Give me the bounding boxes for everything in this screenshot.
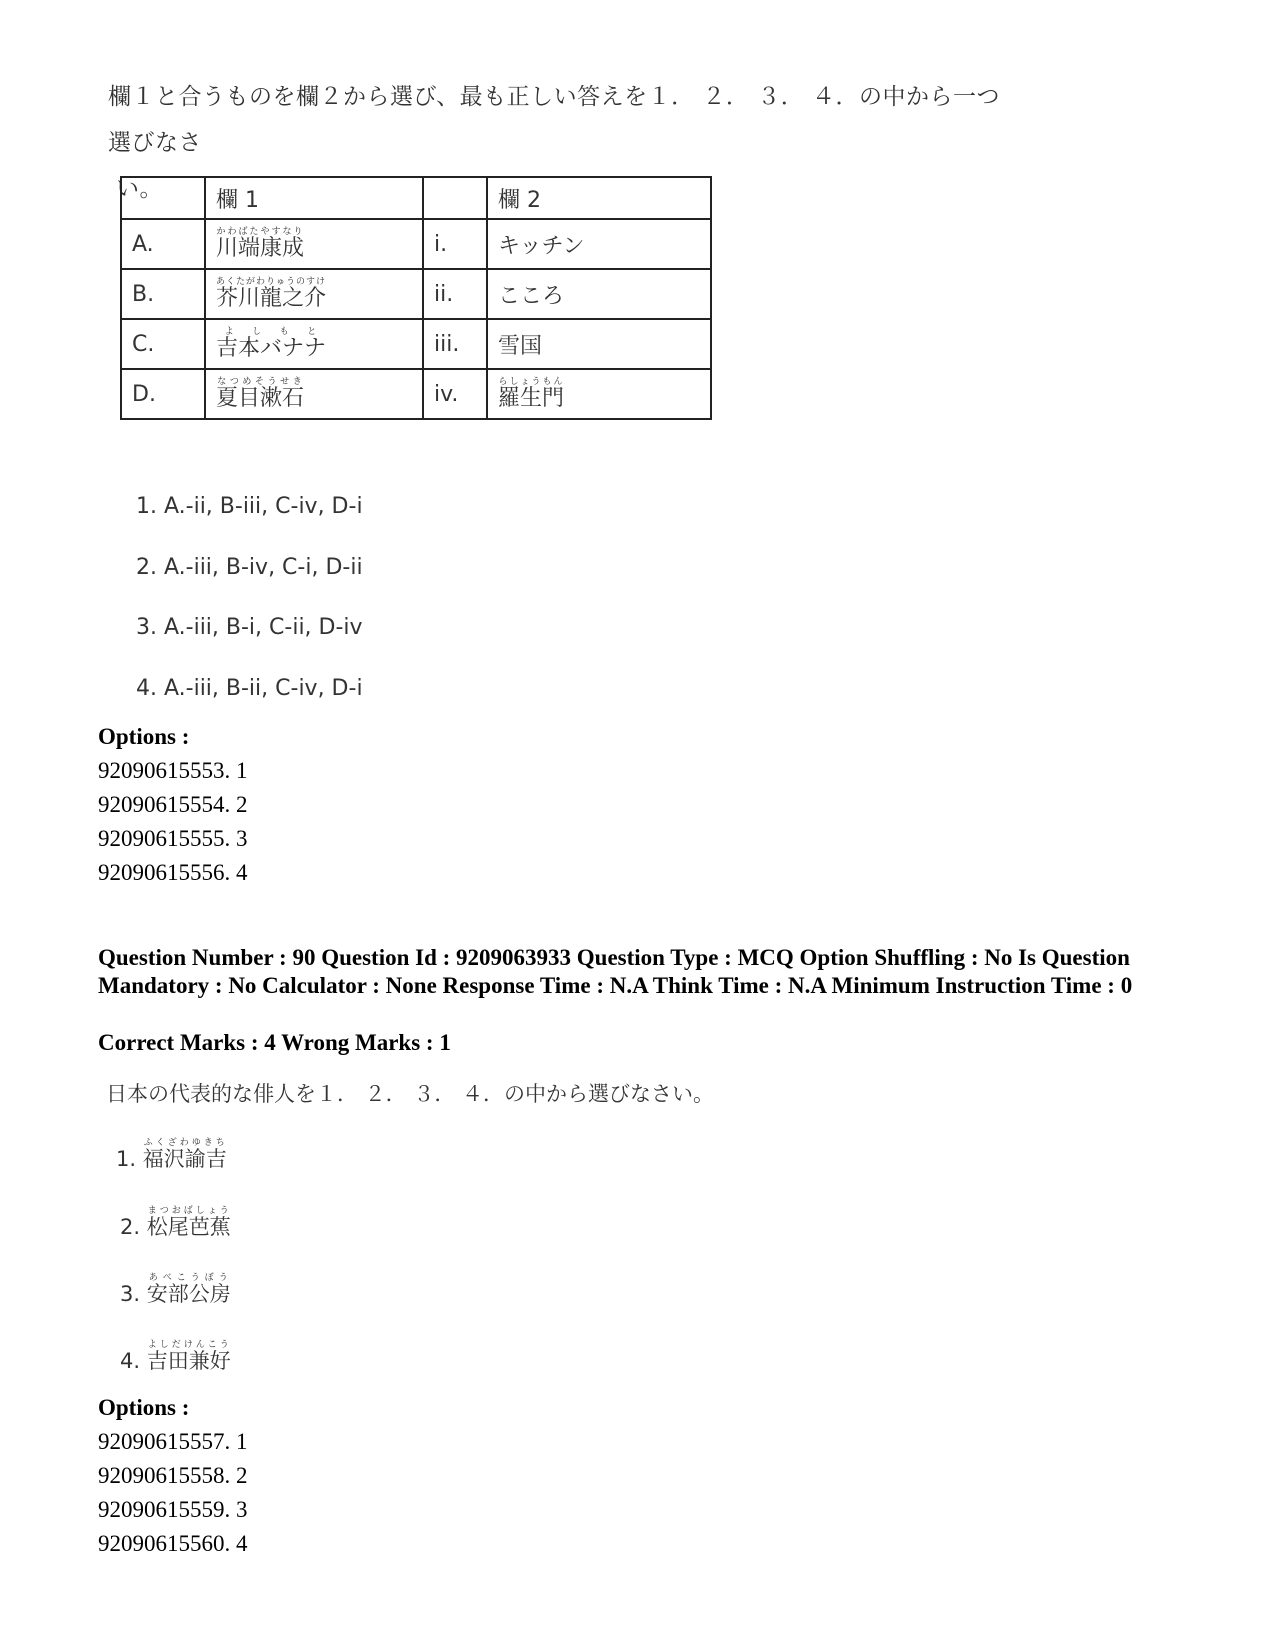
table-row [121,319,711,369]
options-heading: Options : [98,1395,190,1420]
question-metadata: Question Number : 90 Question Id : 9209063933 Question Type : MCQ Option Shuffling : No Is Question Mandatory : No Calculator : None Response Time : N.A Think Time : N.A Minimum Instruction Time : 0 [98,945,1133,998]
q2-choice-1: 1. 福沢諭吉ふくざわゆきち [116,1138,227,1171]
option-line: 92090615556. 4 [98,860,248,885]
row-label: iv. [423,369,487,419]
choice-1: 1. A.-ii, B-iii, C-iv, D-i [136,494,363,519]
column-2-header: 欄 2 [487,177,711,219]
option-line: 92090615559. 3 [98,1497,248,1522]
choice-2: 2. A.-iii, B-iv, C-i, D-ii [136,555,363,580]
row-label: iii. [423,319,487,369]
option-line: 92090615553. 1 [98,758,248,783]
author-name: 吉本バナナよしもと [205,319,423,369]
row-label: ii. [423,269,487,319]
choice-4: 4. A.-iii, B-ii, C-iv, D-i [136,676,363,701]
row-label: D. [121,369,205,419]
q2-choice-2: 2. 松尾芭蕉まつおばしょう [120,1206,231,1239]
work-title: キッチン [487,219,711,269]
table-header-row [121,177,711,219]
row-label: B. [121,269,205,319]
row-label: C. [121,319,205,369]
work-title: 雪国 [487,319,711,369]
column-1-header: 欄 1 [205,177,423,219]
question-2-instruction: 日本の代表的な俳人を１． ２． ３． ４．の中から選びなさい。 [106,1082,715,1106]
question-marks: Correct Marks : 4 Wrong Marks : 1 [98,1030,451,1055]
matching-table [120,176,712,420]
row-label: i. [423,219,487,269]
table-row [121,269,711,319]
option-line: 92090615560. 4 [98,1531,248,1556]
choice-3: 3. A.-iii, B-i, C-ii, D-iv [136,615,363,640]
table-cell [121,177,205,219]
author-name: 芥川龍之介あくたがわりゅうのすけ [205,269,423,319]
author-name: 川端康成かわばたやすなり [205,219,423,269]
option-line: 92090615554. 2 [98,792,248,817]
row-label: A. [121,219,205,269]
table-row [121,219,711,269]
instruction-line-1: 欄１と合うものを欄２から選び、最も正しい答えを１． ２． ３． ４．の中から一つ選びなさ [108,84,1001,156]
author-name: 夏目漱石なつめそうせき [205,369,423,419]
table-cell [423,177,487,219]
work-title: こころ [487,269,711,319]
q2-choice-4: 4. 吉田兼好よしだけんこう [120,1340,231,1373]
options-heading: Options : [98,724,190,749]
table-row [121,369,711,419]
instruction-line-2: い。 [116,176,163,202]
q2-choice-3: 3. 安部公房あべこうぼう [120,1273,231,1306]
work-title: 羅生門らしょうもん [487,369,711,419]
option-line: 92090615558. 2 [98,1463,248,1488]
option-line: 92090615555. 3 [98,826,248,851]
option-line: 92090615557. 1 [98,1429,248,1454]
